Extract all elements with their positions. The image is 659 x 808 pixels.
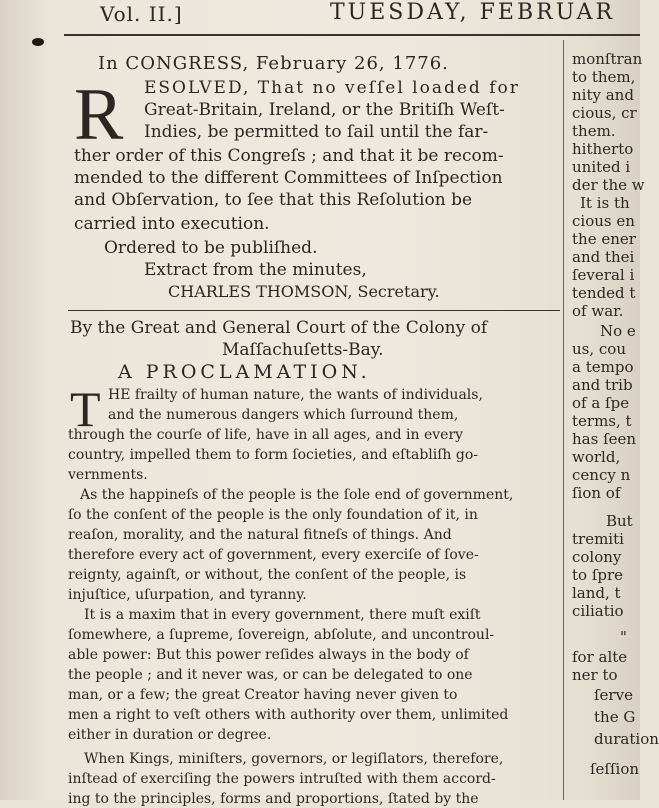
right-column-line: us, cou	[572, 340, 626, 358]
right-column-line: "	[620, 628, 627, 646]
adjacent-column	[570, 46, 659, 800]
congress-line-3: Indies, be permitted to ſail until the far-	[144, 122, 489, 142]
right-column-line: to them,	[572, 68, 636, 86]
congress-line-4: ther order of this Congreſs ; and that it be recom-	[74, 146, 504, 166]
volume-label: Vol. II.]	[100, 2, 183, 26]
section-rule	[68, 310, 560, 311]
right-column-line: cious, cr	[572, 104, 637, 122]
extract-line: Extract from the minutes,	[144, 260, 367, 280]
proclamation-line-21: ing to the principles, forms and proportions, ſtated by the	[68, 791, 479, 807]
proclamation-line-6: As the happineſs of the people is the ſole end of government,	[80, 487, 514, 503]
masthead	[0, 0, 640, 30]
proclamation-line-15: the people ; and it never was, or can be delegated to one	[68, 667, 473, 683]
court-heading-line-2: Maſſachuſetts-Bay.	[222, 340, 384, 360]
right-column-line: of war.	[572, 302, 624, 320]
right-column-line: No e	[600, 322, 636, 340]
right-column-line: a tempo	[572, 358, 634, 376]
right-column-line: for alte	[572, 648, 628, 666]
proclamation-line-13: ſomewhere, a ſupreme, ſovereign, abſolute, and uncontroul-	[68, 627, 495, 643]
right-column-line: of a ſpe	[572, 394, 630, 412]
congress-line-6: and Obſervation, to ſee that this Reſolution be	[74, 190, 473, 210]
congress-line-5: mended to the different Committees of Inſpection	[74, 168, 503, 188]
column-divider	[563, 40, 564, 800]
congress-dateline: In CONGRESS, February 26, 1776.	[98, 53, 449, 74]
right-column-line: hitherto	[572, 140, 634, 158]
congress-line-1: ESOLVED, That no veſſel loaded for	[144, 78, 520, 98]
proclamation-line-20: inſtead of exerciſing the powers intruſted with them accord-	[68, 771, 496, 787]
proclamation-line-19: When Kings, miniſters, governors, or legiſlators, therefore,	[84, 751, 504, 767]
proclamation-line-10: reignty, againſt, or without, the conſent of the people, is	[68, 567, 467, 583]
right-column-line: cious en	[572, 212, 635, 230]
right-column-line: and trib	[572, 376, 633, 394]
right-column-line: land, t	[572, 584, 621, 602]
right-column-line: But	[606, 512, 633, 530]
right-column-line: tremiti	[572, 530, 624, 548]
right-column-line: has ſeen	[572, 430, 637, 448]
proclamation-line-12: It is a maxim that in every government, there muſt exiſt	[84, 607, 481, 623]
proclamation-line-17: men a right to veſt others with authority over them, unlimited	[68, 707, 509, 723]
right-column-line: colony	[572, 548, 622, 566]
proclamation-line-5: vernments.	[68, 467, 148, 483]
congress-line-7: carried into execution.	[74, 214, 270, 234]
proclamation-line-14: able power: But this power reſides always in the body of	[68, 647, 469, 663]
proclamation-line-9: therefore every act of government, every exerciſe of ſove-	[68, 547, 479, 563]
congress-line-2: Great-Britain, Ireland, or the Britiſh Weſt-	[144, 100, 505, 120]
proclamation-line-16: man, or a few; the great Creator having never given to	[68, 687, 458, 703]
right-column-line: ner to	[572, 666, 618, 684]
proclamation-line-11: injuſtice, uſurpation, and tyranny.	[68, 587, 307, 603]
right-column-line: ſerve	[594, 686, 633, 704]
right-column-line: nity and	[572, 86, 634, 104]
proclamation-line-7: ſo the conſent of the people is the only foundation of it, in	[68, 507, 478, 523]
masthead-rule	[64, 34, 640, 36]
right-column-line: them.	[572, 122, 616, 140]
proclamation-line-8: reaſon, morality, and the natural fitneſs of things. And	[68, 527, 452, 543]
right-column-line: the G	[594, 708, 636, 726]
right-column-line: to ſpre	[572, 566, 624, 584]
right-column-line: ſeveral i	[572, 266, 635, 284]
issue-day-label: TUESDAY, FEBRUAR	[330, 0, 616, 25]
right-column-line: world,	[572, 448, 621, 466]
court-heading-line-1: By the Great and General Court of the Colony of	[70, 318, 488, 338]
right-column-line: tended t	[572, 284, 636, 302]
proclamation-line-3: through the courſe of life, have in all ages, and in every	[68, 427, 464, 443]
proclamation-line-18: either in duration or degree.	[68, 727, 272, 743]
right-column-line: and thei	[572, 248, 635, 266]
signature-line: CHARLES THOMSON, Secretary.	[168, 282, 440, 301]
right-column-line: united i	[572, 158, 631, 176]
proclamation-line-4: country, impelled them to form ſocieties, and eſtabliſh go-	[68, 447, 478, 463]
right-column-line: monſtran	[572, 50, 643, 68]
right-column-line: It is th	[580, 194, 630, 212]
proclamation-line-1: HE frailty of human nature, the wants of individuals,	[108, 387, 483, 403]
proclamation-title: A PROCLAMATION.	[118, 361, 371, 383]
proclamation-dropcap: T	[70, 381, 101, 437]
ink-blot-mark	[32, 38, 44, 46]
resolved-dropcap: R	[74, 74, 124, 156]
ordered-line: Ordered to be publiſhed.	[104, 238, 318, 258]
right-column-line: ſion of	[572, 484, 621, 502]
right-column-line: ſeſſion	[590, 760, 640, 778]
right-column-line: ciliatio	[572, 602, 624, 620]
right-column-line: duration	[594, 730, 659, 748]
right-column-line: cency n	[572, 466, 631, 484]
right-column-line: the ener	[572, 230, 636, 248]
right-column-line: der the w	[572, 176, 645, 194]
proclamation-line-2: and the numerous dangers which ſurround them,	[108, 407, 459, 423]
right-column-line: terms, t	[572, 412, 632, 430]
